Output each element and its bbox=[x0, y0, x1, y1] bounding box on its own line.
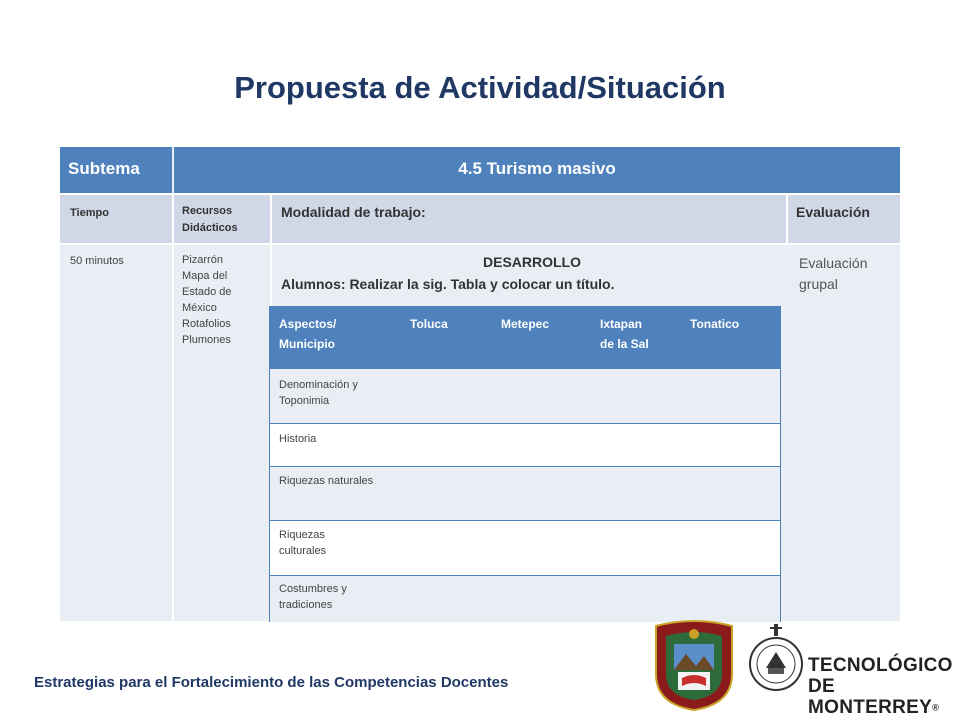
list-item: Pizarrón bbox=[182, 254, 223, 266]
list-item: Estado de bbox=[182, 286, 232, 298]
col-evaluacion-header: Evaluación bbox=[796, 204, 870, 220]
col-recursos-header: Recursos Didácticos bbox=[182, 205, 238, 234]
table-row: Historia bbox=[269, 423, 781, 466]
header-metepec: Metepec bbox=[501, 317, 550, 331]
list-item: Plumones bbox=[182, 334, 231, 346]
evaluacion-value: Evaluación grupal bbox=[799, 255, 868, 292]
aspects-table-header bbox=[269, 306, 781, 368]
header-toluca: Toluca bbox=[410, 317, 448, 331]
subtema-label: Subtema bbox=[60, 147, 172, 193]
list-item: Mapa del bbox=[182, 270, 228, 282]
recursos-list bbox=[182, 252, 232, 348]
tec-seal-logo bbox=[748, 622, 804, 694]
aspects-table bbox=[269, 306, 781, 622]
header-tonatico: Tonatico bbox=[690, 317, 740, 331]
table-row: Riquezas naturales bbox=[269, 466, 781, 520]
subtema-value: 4.5 Turismo masivo bbox=[174, 147, 900, 193]
col-tiempo-header: Tiempo bbox=[70, 207, 109, 219]
desarrollo-instruction: Alumnos: Realizar la sig. Tabla y colocar un título. bbox=[281, 276, 615, 292]
tec-wordmark: TECNOLÓGICO DE MONTERREY® bbox=[808, 655, 953, 718]
desarrollo-title: DESARROLLO bbox=[483, 254, 581, 270]
table-row: Denominación y Toponimia bbox=[269, 368, 781, 423]
list-item: Rotafolios bbox=[182, 318, 231, 330]
footer-text: Estrategias para el Fortalecimiento de las Competencias Docentes bbox=[34, 674, 509, 691]
list-item: México bbox=[182, 302, 217, 314]
header-aspectos: Aspectos/ Municipio bbox=[279, 317, 337, 351]
table-row: Costumbres y tradiciones bbox=[269, 575, 781, 622]
estado-de-mexico-shield-logo bbox=[652, 620, 736, 712]
header-ixtapan: Ixtapan de la Sal bbox=[600, 317, 649, 351]
tiempo-value: 50 minutos bbox=[70, 255, 124, 267]
table-row: Riquezas culturales bbox=[269, 520, 781, 575]
slide-title: Propuesta de Actividad/Situación bbox=[234, 70, 726, 105]
col-modalidad-header: Modalidad de trabajo: bbox=[281, 204, 426, 220]
